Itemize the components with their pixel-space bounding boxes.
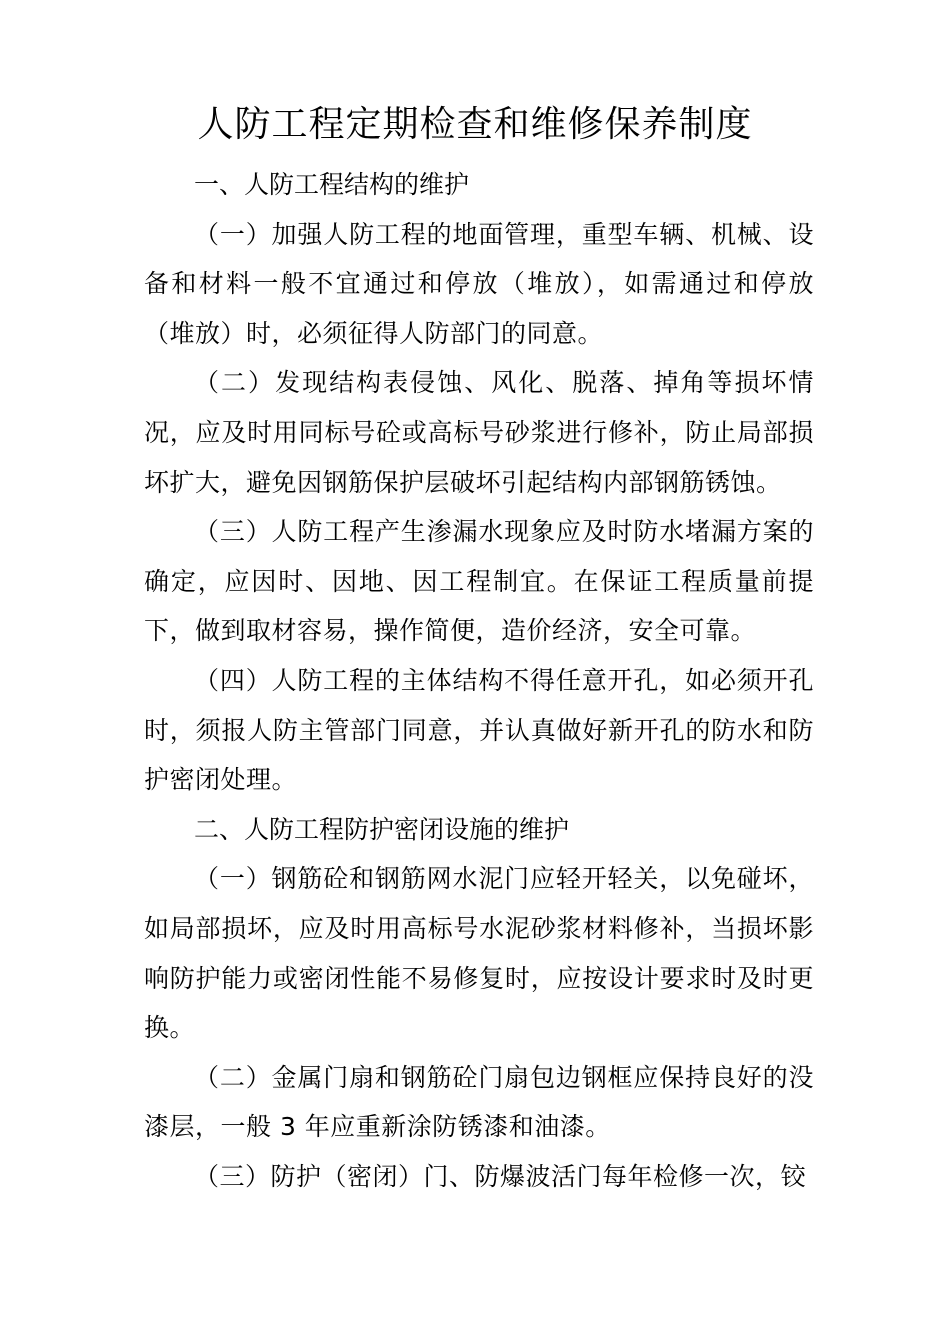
paragraph: （三）人防工程产生渗漏水现象应及时防水堵漏方案的确定，应因时、因地、因工程制宜。在保证工程质量前提下，做到取材容易，操作简便，造价经济，安全可靠。 xyxy=(144,517,814,646)
paragraph: （一）加强人防工程的地面管理，重型车辆、机械、设备和材料一般不宜通过和停放（堆放），如需通过和停放（堆放）时，必须征得人防部门的同意。 xyxy=(144,219,814,348)
section-heading: 一、人防工程结构的维护 xyxy=(194,170,470,199)
paragraph: （三）防护（密闭）门、防爆波活门每年检修一次，铰 xyxy=(194,1161,807,1191)
document-title: 人防工程定期检查和维修保养制度 xyxy=(197,104,753,145)
paragraph: （四）人防工程的主体结构不得任意开孔，如必须开孔时，须报人防主管部门同意，并认真做好新开孔的防水和防护密闭处理。 xyxy=(144,665,814,795)
paragraph: （二）发现结构表侵蚀、风化、脱落、掉角等损坏情况，应及时用同标号砼或高标号砂浆进行修补，防止局部损坏扩大，避免因钢筋保护层破坏引起结构内部钢筋锈蚀。 xyxy=(144,368,814,497)
paragraph: （一）钢筋砼和钢筋网水泥门应轻开轻关，以免碰坏，如局部损坏，应及时用高标号水泥砂浆材料修补，当损坏影响防护能力或密闭性能不易修复时，应按设计要求时及时更换。 xyxy=(144,864,814,1043)
document-body xyxy=(144,160,814,1201)
paragraph: （二）金属门扇和钢筋砼门扇包边钢框应保持良好的没漆层，一般 3 年应重新涂防锈漆和油漆。 xyxy=(144,1062,814,1142)
section-heading: 二、人防工程防护密闭设施的维护 xyxy=(194,814,570,844)
